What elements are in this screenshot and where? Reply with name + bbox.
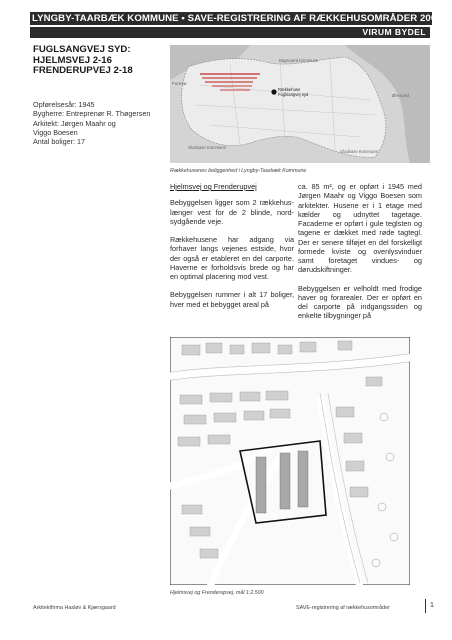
text-column-2 — [298, 182, 422, 330]
page-number: 1 — [425, 599, 434, 613]
map-label-marker-2: Fuglsangvej syd — [278, 92, 309, 97]
map-label-east: Øresund — [392, 93, 409, 98]
paragraph: ca. 85 m², og er opført i 1945 med Jørgen Maahr og Viggo Boesen som arkitekter. Husene er i 1 etage med kælder og udnyttet tagetage. Facaderne er opført i gule teglsten og tagene er dækket med røde tagtegl. Der er senere tilføjet en del forskelligt formede kviste og ovenlysvinduer samt foretaget vindues- og dørudskiftninger. — [298, 182, 422, 275]
fact-architect: Arkitekt: Jørgen Maahr og — [33, 118, 116, 128]
map-label-bagsvaerd-kommune: Bagsværd Kommune — [279, 58, 319, 63]
fact-year: Opførelsesår: 1945 — [33, 100, 95, 109]
paragraph: Bebyggelsen er velholdt med frodige haver og forarealer. Der er opført en del carporte på indgangssiden og enkelte tilbygninger på — [298, 283, 422, 321]
section-subheading: Hjelmsvej og Frenderupvej — [170, 182, 257, 191]
district-band: VIRUM BYDEL — [30, 27, 430, 38]
title-line-3: FRENDERUPVEJ 2-18 — [33, 65, 133, 76]
fact-list — [33, 100, 173, 146]
map-label-furesoe: Furesø — [172, 81, 187, 86]
location-map-caption: Rækkehusenes beliggenhed i Lyngby-Taarbæk Kommune — [170, 168, 307, 174]
footer-series: SAVE-registrering af rækkehusområder — [296, 605, 390, 611]
fact-units: Antal boliger: 17 — [33, 137, 85, 147]
paragraph: Bebyggelsen rummer i alt 17 boliger, hver med et bebygget areal på — [170, 290, 294, 309]
title-line-1: FUGLSANGVEJ SYD: — [33, 44, 131, 55]
map-label-se: Gladsaxe Kommune — [340, 149, 378, 154]
title-line-2: HJELMSVEJ 2-16 — [33, 54, 112, 66]
site-plan-map — [170, 337, 410, 585]
map-label-sw: Gladsaxe Kommune — [188, 145, 226, 150]
fact-architect-cont: Viggo Boesen — [33, 127, 78, 137]
site-plan-caption: Hjelmsvej og Frenderupvej, mål 1:2.500 — [170, 590, 264, 596]
location-map — [170, 45, 430, 163]
fact-builder: Bygherre: Entreprenør R. Thøgersen — [33, 109, 151, 119]
footer-firm: Arkitektfirma Hasløv & Kjærsgaard — [33, 605, 116, 611]
text-column-1 — [170, 182, 294, 318]
header-title-band: LYNGBY-TAARBÆK KOMMUNE • SAVE-REGISTRERING AF RÆKKEHUSOMRÅDER 2005 — [32, 13, 442, 24]
paragraph: Bebyggelsen ligger som 2 rækkehus-længer vest for de 2 blinde, nord-sydgående veje. — [170, 198, 294, 226]
paragraph: Rækkehusene har adgang via forhaver langs vejenes estside, hvor der også er etableret en del carporte. Haverne er forholdsvis brede og har en optimal placering mod vest. — [170, 235, 294, 281]
page-title — [33, 45, 163, 77]
map-label-marker: Rækkehuse — [278, 87, 301, 92]
